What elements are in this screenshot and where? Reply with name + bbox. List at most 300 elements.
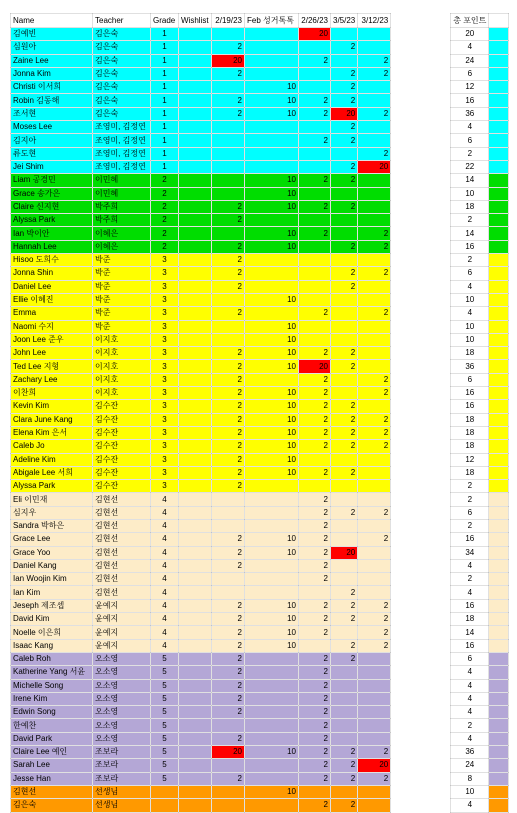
cell-feb[interactable]: 10 [245, 639, 299, 652]
cell-teacher[interactable]: 김은숙 [93, 94, 151, 107]
cell-date-3-12[interactable] [358, 559, 391, 572]
cell-teacher[interactable]: 이민혜 [93, 174, 151, 187]
header-date-3-5[interactable]: 3/5/23 [331, 14, 358, 28]
cell-date-2-26[interactable]: 2 [299, 347, 331, 360]
cell-date-3-5[interactable] [331, 293, 358, 306]
cell-wishlist[interactable] [179, 746, 212, 759]
cell-date-2-26[interactable]: 2 [299, 227, 331, 240]
cell-date-2-26[interactable]: 2 [299, 94, 331, 107]
cell-date-2-19[interactable]: 2 [212, 453, 245, 466]
cell-date-2-19[interactable]: 2 [212, 440, 245, 453]
cell-date-2-19[interactable]: 2 [212, 626, 245, 639]
cell-feb[interactable]: 10 [245, 81, 299, 94]
header-date-3-12[interactable]: 3/12/23 [358, 14, 391, 28]
cell-grade[interactable]: 3 [151, 267, 179, 280]
cell-total[interactable]: 10 [451, 293, 489, 306]
cell-group-color[interactable] [489, 426, 509, 439]
cell-date-3-5[interactable]: 20 [331, 546, 358, 559]
cell-date-2-26[interactable] [299, 586, 331, 599]
cell-date-3-12[interactable]: 2 [358, 772, 391, 785]
cell-feb[interactable] [245, 147, 299, 160]
cell-group-color[interactable] [489, 586, 509, 599]
cell-grade[interactable]: 4 [151, 506, 179, 519]
cell-feb[interactable] [245, 519, 299, 532]
cell-feb[interactable] [245, 692, 299, 705]
header-wishlist[interactable]: Wishlist [179, 14, 212, 28]
cell-group-color[interactable] [489, 652, 509, 665]
cell-teacher[interactable]: 김은숙 [93, 41, 151, 54]
header-extra[interactable] [489, 14, 509, 28]
cell-date-3-12[interactable] [358, 732, 391, 745]
cell-teacher[interactable]: 선생님 [93, 785, 151, 798]
cell-grade[interactable]: 3 [151, 333, 179, 346]
cell-grade[interactable]: 1 [151, 160, 179, 173]
cell-date-3-5[interactable] [331, 666, 358, 679]
cell-date-2-26[interactable]: 2 [299, 692, 331, 705]
cell-date-3-12[interactable] [358, 652, 391, 665]
cell-date-3-12[interactable] [358, 280, 391, 293]
cell-date-3-5[interactable]: 2 [331, 347, 358, 360]
cell-name[interactable]: Grace 송가은 [11, 187, 93, 200]
cell-feb[interactable] [245, 679, 299, 692]
cell-teacher[interactable]: 김수잔 [93, 480, 151, 493]
cell-wishlist[interactable] [179, 599, 212, 612]
cell-date-3-5[interactable]: 20 [331, 107, 358, 120]
cell-name[interactable]: 이찬희 [11, 387, 93, 400]
cell-grade[interactable]: 4 [151, 599, 179, 612]
cell-total[interactable]: 4 [451, 280, 489, 293]
cell-date-2-26[interactable]: 2 [299, 200, 331, 213]
cell-date-2-26[interactable]: 2 [299, 613, 331, 626]
cell-wishlist[interactable] [179, 706, 212, 719]
cell-total[interactable]: 4 [451, 307, 489, 320]
cell-name[interactable]: John Lee [11, 347, 93, 360]
cell-group-color[interactable] [489, 147, 509, 160]
cell-name[interactable]: 김예빈 [11, 28, 93, 41]
cell-name[interactable]: David Kim [11, 613, 93, 626]
cell-total[interactable]: 4 [451, 692, 489, 705]
cell-name[interactable]: Ted Lee 지형 [11, 360, 93, 373]
cell-wishlist[interactable] [179, 293, 212, 306]
cell-wishlist[interactable] [179, 147, 212, 160]
cell-name[interactable]: Liam 공경민 [11, 174, 93, 187]
cell-date-3-12[interactable] [358, 28, 391, 41]
cell-name[interactable]: Hannah Lee [11, 240, 93, 253]
cell-group-color[interactable] [489, 267, 509, 280]
cell-teacher[interactable]: 오소영 [93, 679, 151, 692]
cell-wishlist[interactable] [179, 533, 212, 546]
cell-name[interactable]: Grace Lee [11, 533, 93, 546]
cell-teacher[interactable]: 김수잔 [93, 453, 151, 466]
cell-date-3-12[interactable] [358, 573, 391, 586]
cell-date-3-5[interactable]: 2 [331, 121, 358, 134]
cell-date-3-5[interactable]: 2 [331, 440, 358, 453]
cell-date-3-12[interactable]: 2 [358, 54, 391, 67]
cell-date-3-5[interactable]: 2 [331, 586, 358, 599]
cell-total[interactable]: 36 [451, 360, 489, 373]
cell-teacher[interactable]: 오소영 [93, 692, 151, 705]
cell-wishlist[interactable] [179, 333, 212, 346]
cell-wishlist[interactable] [179, 573, 212, 586]
cell-feb[interactable]: 10 [245, 546, 299, 559]
cell-date-2-26[interactable]: 2 [299, 573, 331, 586]
cell-feb[interactable] [245, 160, 299, 173]
cell-grade[interactable]: 1 [151, 121, 179, 134]
cell-date-2-19[interactable]: 2 [212, 107, 245, 120]
cell-date-2-19[interactable]: 2 [212, 426, 245, 439]
cell-teacher[interactable]: 김수잔 [93, 426, 151, 439]
cell-name[interactable]: Sarah Lee [11, 759, 93, 772]
cell-wishlist[interactable] [179, 426, 212, 439]
cell-date-3-5[interactable]: 2 [331, 613, 358, 626]
cell-date-3-5[interactable]: 2 [331, 400, 358, 413]
cell-name[interactable]: Edwin Song [11, 706, 93, 719]
cell-teacher[interactable]: 김수잔 [93, 466, 151, 479]
cell-teacher[interactable]: 박준 [93, 267, 151, 280]
cell-wishlist[interactable] [179, 480, 212, 493]
cell-date-3-12[interactable] [358, 586, 391, 599]
cell-teacher[interactable]: 윤예지 [93, 639, 151, 652]
cell-date-3-5[interactable]: 2 [331, 426, 358, 439]
cell-teacher[interactable]: 이지호 [93, 347, 151, 360]
cell-feb[interactable]: 10 [245, 599, 299, 612]
cell-group-color[interactable] [489, 214, 509, 227]
cell-grade[interactable]: 5 [151, 746, 179, 759]
cell-date-2-19[interactable]: 2 [212, 772, 245, 785]
cell-group-color[interactable] [489, 785, 509, 798]
cell-date-2-19[interactable]: 2 [212, 254, 245, 267]
cell-wishlist[interactable] [179, 453, 212, 466]
cell-teacher[interactable]: 조보라 [93, 772, 151, 785]
header-date-2-19[interactable]: 2/19/23 [212, 14, 245, 28]
cell-grade[interactable]: 2 [151, 200, 179, 213]
cell-date-3-5[interactable] [331, 480, 358, 493]
cell-date-2-26[interactable]: 2 [299, 599, 331, 612]
cell-wishlist[interactable] [179, 94, 212, 107]
cell-feb[interactable] [245, 759, 299, 772]
cell-date-3-5[interactable] [331, 679, 358, 692]
cell-wishlist[interactable] [179, 626, 212, 639]
cell-date-3-12[interactable] [358, 254, 391, 267]
cell-grade[interactable]: 1 [151, 67, 179, 80]
cell-date-3-5[interactable] [331, 785, 358, 798]
cell-total[interactable]: 14 [451, 227, 489, 240]
cell-date-2-19[interactable]: 2 [212, 200, 245, 213]
cell-group-color[interactable] [489, 134, 509, 147]
cell-date-2-26[interactable]: 2 [299, 134, 331, 147]
cell-grade[interactable] [151, 799, 179, 812]
cell-grade[interactable]: 5 [151, 732, 179, 745]
cell-total[interactable]: 2 [451, 254, 489, 267]
cell-feb[interactable]: 10 [245, 94, 299, 107]
cell-date-2-19[interactable]: 2 [212, 706, 245, 719]
cell-date-3-5[interactable]: 2 [331, 134, 358, 147]
cell-feb[interactable] [245, 799, 299, 812]
cell-feb[interactable]: 10 [245, 613, 299, 626]
cell-date-3-12[interactable] [358, 293, 391, 306]
cell-date-3-5[interactable] [331, 54, 358, 67]
cell-grade[interactable]: 4 [151, 533, 179, 546]
cell-name[interactable]: Zaine Lee [11, 54, 93, 67]
cell-teacher[interactable]: 오소영 [93, 732, 151, 745]
cell-name[interactable]: 류도현 [11, 147, 93, 160]
cell-teacher[interactable]: 김수잔 [93, 440, 151, 453]
cell-group-color[interactable] [489, 493, 509, 506]
cell-date-3-12[interactable] [358, 692, 391, 705]
cell-total[interactable]: 14 [451, 626, 489, 639]
cell-teacher[interactable]: 박주희 [93, 214, 151, 227]
cell-wishlist[interactable] [179, 732, 212, 745]
cell-grade[interactable]: 3 [151, 466, 179, 479]
cell-total[interactable]: 16 [451, 94, 489, 107]
cell-teacher[interactable]: 김수잔 [93, 413, 151, 426]
cell-date-2-19[interactable]: 2 [212, 639, 245, 652]
cell-feb[interactable] [245, 772, 299, 785]
cell-name[interactable]: 심원아 [11, 41, 93, 54]
cell-group-color[interactable] [489, 413, 509, 426]
cell-date-3-12[interactable]: 2 [358, 599, 391, 612]
cell-grade[interactable]: 1 [151, 107, 179, 120]
cell-group-color[interactable] [489, 254, 509, 267]
cell-date-2-19[interactable] [212, 187, 245, 200]
cell-date-3-12[interactable] [358, 214, 391, 227]
cell-group-color[interactable] [489, 373, 509, 386]
cell-grade[interactable]: 3 [151, 480, 179, 493]
cell-total[interactable]: 4 [451, 799, 489, 812]
cell-date-2-19[interactable]: 2 [212, 214, 245, 227]
cell-group-color[interactable] [489, 692, 509, 705]
cell-feb[interactable] [245, 706, 299, 719]
cell-grade[interactable]: 3 [151, 320, 179, 333]
cell-date-2-26[interactable] [299, 240, 331, 253]
cell-feb[interactable] [245, 719, 299, 732]
cell-name[interactable]: Noelle 이은희 [11, 626, 93, 639]
cell-teacher[interactable]: 이민혜 [93, 187, 151, 200]
cell-date-3-5[interactable]: 2 [331, 67, 358, 80]
cell-date-2-26[interactable] [299, 214, 331, 227]
cell-feb[interactable]: 10 [245, 174, 299, 187]
cell-feb[interactable]: 10 [245, 785, 299, 798]
cell-date-3-5[interactable] [331, 719, 358, 732]
cell-date-3-12[interactable] [358, 121, 391, 134]
cell-date-2-26[interactable]: 2 [299, 400, 331, 413]
cell-grade[interactable]: 5 [151, 772, 179, 785]
cell-teacher[interactable]: 조영미, 김정연 [93, 134, 151, 147]
cell-date-2-26[interactable]: 2 [299, 506, 331, 519]
cell-date-2-19[interactable] [212, 799, 245, 812]
cell-teacher[interactable]: 박준 [93, 254, 151, 267]
cell-date-2-26[interactable]: 2 [299, 719, 331, 732]
cell-grade[interactable]: 3 [151, 293, 179, 306]
cell-grade[interactable]: 1 [151, 41, 179, 54]
cell-group-color[interactable] [489, 41, 509, 54]
cell-name[interactable]: 심지우 [11, 506, 93, 519]
cell-date-3-5[interactable]: 2 [331, 160, 358, 173]
cell-date-2-19[interactable] [212, 134, 245, 147]
cell-date-3-5[interactable]: 2 [331, 759, 358, 772]
header-grade[interactable]: Grade [151, 14, 179, 28]
cell-wishlist[interactable] [179, 559, 212, 572]
cell-date-3-12[interactable]: 2 [358, 67, 391, 80]
cell-wishlist[interactable] [179, 307, 212, 320]
cell-wishlist[interactable] [179, 719, 212, 732]
cell-total[interactable]: 12 [451, 453, 489, 466]
cell-total[interactable]: 6 [451, 134, 489, 147]
cell-name[interactable]: 조서현 [11, 107, 93, 120]
cell-wishlist[interactable] [179, 160, 212, 173]
cell-date-2-19[interactable] [212, 506, 245, 519]
cell-feb[interactable]: 10 [245, 533, 299, 546]
cell-date-3-12[interactable]: 2 [358, 387, 391, 400]
cell-date-2-26[interactable]: 2 [299, 679, 331, 692]
cell-name[interactable]: Claire 신지현 [11, 200, 93, 213]
cell-date-3-5[interactable]: 2 [331, 360, 358, 373]
cell-feb[interactable]: 10 [245, 360, 299, 373]
cell-wishlist[interactable] [179, 67, 212, 80]
cell-name[interactable]: Jeseph 제조셉 [11, 599, 93, 612]
cell-date-2-19[interactable]: 2 [212, 533, 245, 546]
cell-date-2-19[interactable] [212, 586, 245, 599]
cell-date-3-12[interactable]: 2 [358, 626, 391, 639]
cell-wishlist[interactable] [179, 692, 212, 705]
cell-teacher[interactable]: 조영미, 김정연 [93, 121, 151, 134]
cell-date-3-5[interactable] [331, 187, 358, 200]
cell-feb[interactable] [245, 54, 299, 67]
cell-date-2-19[interactable]: 2 [212, 387, 245, 400]
cell-wishlist[interactable] [179, 200, 212, 213]
cell-wishlist[interactable] [179, 227, 212, 240]
cell-feb[interactable]: 10 [245, 400, 299, 413]
cell-date-3-5[interactable] [331, 493, 358, 506]
cell-date-2-19[interactable] [212, 160, 245, 173]
cell-group-color[interactable] [489, 639, 509, 652]
cell-feb[interactable] [245, 28, 299, 41]
cell-grade[interactable]: 4 [151, 546, 179, 559]
cell-date-2-19[interactable]: 2 [212, 41, 245, 54]
cell-date-2-19[interactable]: 2 [212, 280, 245, 293]
cell-name[interactable]: David Park [11, 732, 93, 745]
cell-teacher[interactable]: 김현선 [93, 573, 151, 586]
cell-total[interactable]: 24 [451, 54, 489, 67]
cell-date-3-5[interactable]: 2 [331, 799, 358, 812]
cell-date-3-5[interactable] [331, 214, 358, 227]
cell-date-3-12[interactable] [358, 785, 391, 798]
cell-teacher[interactable]: 김현선 [93, 559, 151, 572]
cell-date-2-26[interactable]: 2 [299, 626, 331, 639]
cell-date-3-12[interactable] [358, 706, 391, 719]
cell-total[interactable]: 20 [451, 28, 489, 41]
cell-name[interactable]: Jonna Kim [11, 67, 93, 80]
cell-date-2-26[interactable] [299, 187, 331, 200]
cell-date-2-19[interactable] [212, 81, 245, 94]
cell-date-2-26[interactable] [299, 293, 331, 306]
cell-date-3-12[interactable] [358, 174, 391, 187]
cell-grade[interactable]: 3 [151, 360, 179, 373]
cell-group-color[interactable] [489, 360, 509, 373]
cell-teacher[interactable]: 윤예지 [93, 599, 151, 612]
cell-total[interactable]: 18 [451, 613, 489, 626]
cell-grade[interactable]: 1 [151, 147, 179, 160]
cell-total[interactable]: 36 [451, 746, 489, 759]
cell-wishlist[interactable] [179, 187, 212, 200]
cell-teacher[interactable]: 김은숙 [93, 107, 151, 120]
cell-grade[interactable]: 5 [151, 666, 179, 679]
cell-wishlist[interactable] [179, 785, 212, 798]
cell-teacher[interactable]: 이지호 [93, 373, 151, 386]
cell-group-color[interactable] [489, 626, 509, 639]
cell-date-3-5[interactable] [331, 692, 358, 705]
cell-wishlist[interactable] [179, 759, 212, 772]
cell-wishlist[interactable] [179, 679, 212, 692]
cell-wishlist[interactable] [179, 799, 212, 812]
cell-grade[interactable]: 5 [151, 706, 179, 719]
cell-name[interactable]: 김지아 [11, 134, 93, 147]
cell-total[interactable]: 16 [451, 400, 489, 413]
cell-teacher[interactable]: 오소영 [93, 652, 151, 665]
cell-date-3-5[interactable]: 2 [331, 506, 358, 519]
header-teacher[interactable]: Teacher [93, 14, 151, 28]
cell-teacher[interactable]: 이지호 [93, 333, 151, 346]
cell-wishlist[interactable] [179, 81, 212, 94]
cell-group-color[interactable] [489, 746, 509, 759]
cell-date-3-5[interactable]: 2 [331, 200, 358, 213]
cell-grade[interactable]: 5 [151, 719, 179, 732]
cell-name[interactable]: Joon Lee 준우 [11, 333, 93, 346]
cell-date-2-19[interactable]: 2 [212, 679, 245, 692]
cell-wishlist[interactable] [179, 360, 212, 373]
cell-date-2-19[interactable] [212, 333, 245, 346]
cell-date-2-19[interactable]: 2 [212, 652, 245, 665]
cell-date-2-26[interactable]: 2 [299, 546, 331, 559]
cell-grade[interactable]: 2 [151, 227, 179, 240]
cell-date-2-19[interactable] [212, 174, 245, 187]
cell-date-3-5[interactable]: 2 [331, 41, 358, 54]
cell-teacher[interactable]: 오소영 [93, 719, 151, 732]
cell-name[interactable]: Ellie 이혜진 [11, 293, 93, 306]
cell-teacher[interactable]: 김현선 [93, 533, 151, 546]
cell-date-3-12[interactable] [358, 480, 391, 493]
cell-total[interactable]: 6 [451, 506, 489, 519]
cell-teacher[interactable]: 이지호 [93, 360, 151, 373]
cell-date-3-5[interactable]: 2 [331, 413, 358, 426]
cell-date-3-12[interactable] [358, 493, 391, 506]
cell-feb[interactable]: 10 [245, 347, 299, 360]
cell-date-2-26[interactable]: 2 [299, 426, 331, 439]
cell-total[interactable]: 10 [451, 333, 489, 346]
cell-wishlist[interactable] [179, 387, 212, 400]
cell-date-2-26[interactable]: 2 [299, 107, 331, 120]
cell-grade[interactable]: 3 [151, 307, 179, 320]
cell-wishlist[interactable] [179, 493, 212, 506]
cell-feb[interactable] [245, 67, 299, 80]
cell-date-3-12[interactable] [358, 400, 391, 413]
cell-name[interactable]: Jei Shim [11, 160, 93, 173]
cell-wishlist[interactable] [179, 254, 212, 267]
cell-total[interactable]: 2 [451, 214, 489, 227]
cell-teacher[interactable]: 박준 [93, 280, 151, 293]
cell-grade[interactable]: 3 [151, 254, 179, 267]
cell-date-3-5[interactable] [331, 307, 358, 320]
cell-date-2-26[interactable]: 20 [299, 28, 331, 41]
cell-name[interactable]: Caleb Roh [11, 652, 93, 665]
cell-group-color[interactable] [489, 466, 509, 479]
cell-name[interactable]: Alyssa Park [11, 480, 93, 493]
cell-group-color[interactable] [489, 81, 509, 94]
cell-date-2-26[interactable]: 2 [299, 519, 331, 532]
cell-name[interactable]: Isaac Kang [11, 639, 93, 652]
cell-name[interactable]: Eli 이민재 [11, 493, 93, 506]
cell-feb[interactable] [245, 480, 299, 493]
